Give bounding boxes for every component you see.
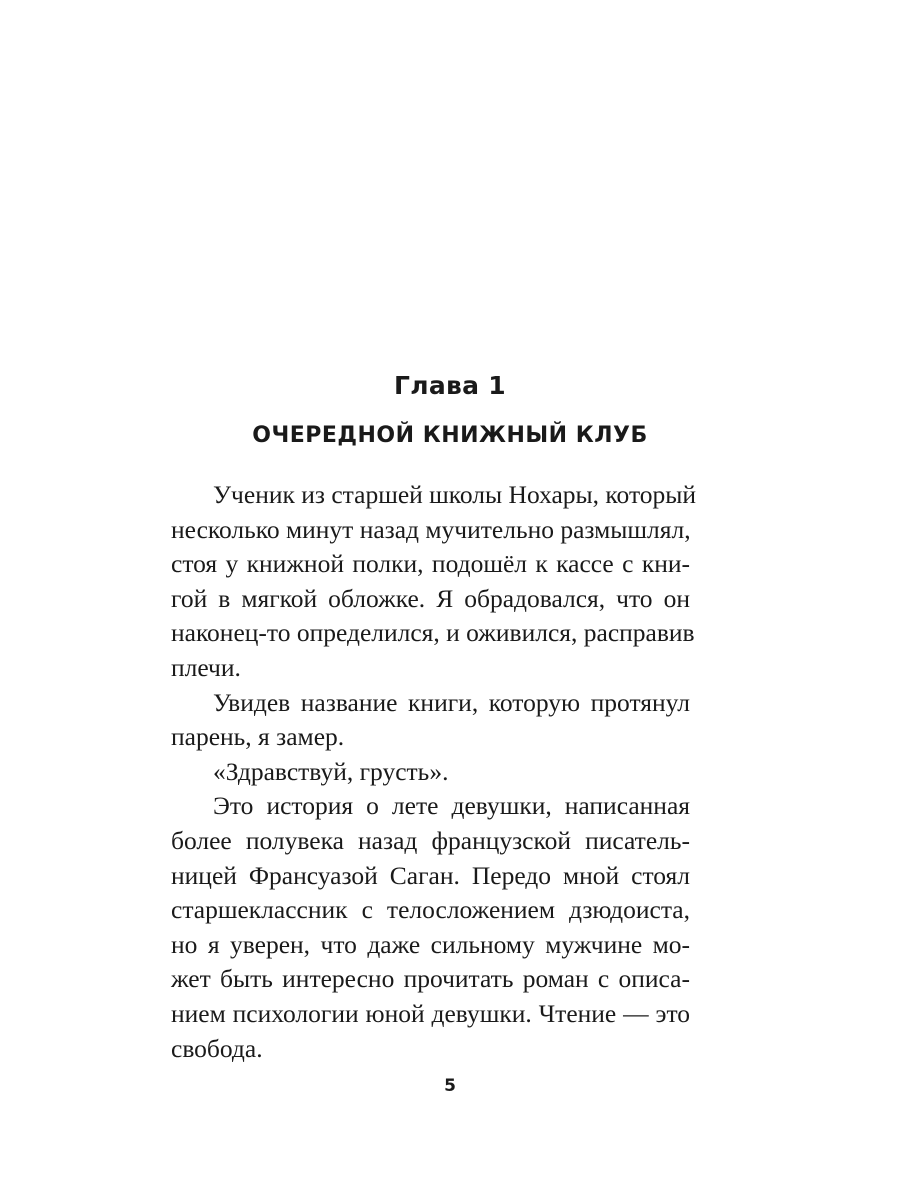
text-line: свобода. <box>171 1033 263 1063</box>
text-line: жет быть интересно прочитать роман с описа- <box>171 964 690 994</box>
text-line: парень, я замер. <box>171 722 345 752</box>
chapter-number: Глава 1 <box>394 371 506 400</box>
text-line: плечи. <box>171 652 241 682</box>
chapter-body-text <box>171 478 697 1066</box>
text-line: Ученик из старшей школы Нохары, который <box>213 480 697 509</box>
text-line: «Здравствуй, грусть». <box>213 756 449 786</box>
text-line: стоя у книжной полки, подошёл к кассе с кни- <box>171 549 690 579</box>
page-number: 5 <box>444 1076 456 1096</box>
text-line: старшеклассник с телосложением дзюдоиста, <box>171 895 690 925</box>
text-line: ницей Франсуазой Саган. Передо мной стоял <box>171 860 690 890</box>
text-line: несколько минут назад мучительно размышлял, <box>171 514 691 544</box>
text-line: более полувека назад французской писатель- <box>171 825 690 855</box>
text-line: Это история о лете девушки, написанная <box>213 791 690 821</box>
text-line: наконец-то определился, и оживился, расправив <box>171 618 695 648</box>
chapter-title: ОЧЕРЕДНОЙ КНИЖНЫЙ КЛУБ <box>252 423 648 448</box>
text-line: Увидев название книги, которую протянул <box>213 687 690 717</box>
chapter-heading <box>0 366 900 456</box>
text-line: но я уверен, что даже сильному мужчине мо- <box>171 929 690 959</box>
text-line: нием психологии юной девушки. Чтение — это <box>171 998 690 1028</box>
text-line: гой в мягкой обложке. Я обрадовался, что он <box>171 583 690 613</box>
